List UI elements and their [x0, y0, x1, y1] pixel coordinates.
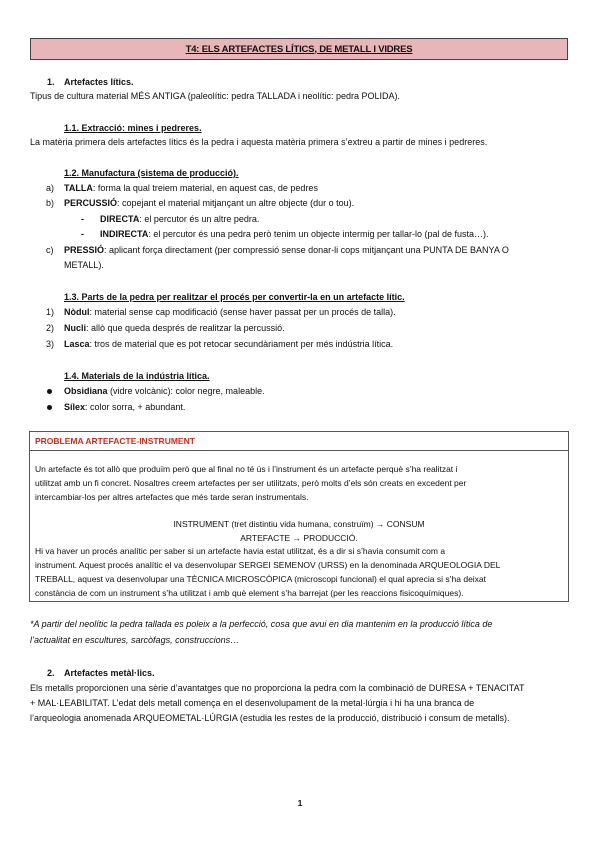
- list-item-percussio: [64, 197, 354, 209]
- term-directa: DIRECTA: [100, 214, 140, 224]
- definition-indirecta: : el percutor és una pedra però tenim un objecte intermig per tallar-lo (pal de fusta…).: [148, 229, 489, 239]
- term-nodul: Nòdul: [64, 307, 90, 317]
- term-percussio: PERCUSSIÓ: [64, 198, 118, 208]
- dash-directa: -: [81, 214, 84, 224]
- section-1-text: Tipus de cultura material MÉS ANTIGA (paleolític: pedra TALLADA i neolític: pedra POLIDA).: [30, 91, 400, 101]
- list-item-silex: [64, 401, 185, 413]
- title-banner: [30, 38, 568, 60]
- list-item-obsidiana: [64, 385, 265, 397]
- problem-header: PROBLEMA ARTEFACTE-INSTRUMENT: [35, 436, 195, 446]
- definition-talla: : forma la qual treiem material, en aquest cas, de pedres: [92, 183, 318, 193]
- term-lasca: Lasca: [64, 339, 90, 349]
- section-2-line-3: l’arqueologia anomenada ARQUEOMETAL·LÚRGIA (estudia les restes de la producció, distribució i consum de metalls).: [30, 713, 510, 723]
- list-item-indirecta: [100, 228, 489, 240]
- definition-directa: : el percutor és un altre pedra.: [139, 214, 260, 224]
- definition-silex: : color sorra, + abundant.: [85, 402, 186, 412]
- definition-lasca: : tros de material que es pot retocar secundàriament per més indústria lítica.: [89, 339, 394, 349]
- section-2-line-1: Els metalls proporcionen una sèrie d’avantatges que no proporciona la pedra com la combinació de DURESA + TENACITAT: [30, 683, 525, 693]
- list-marker-2: 2): [46, 323, 55, 333]
- list-item-lasca: [64, 338, 393, 350]
- problem-formula-1: INSTRUMENT (tret distintiu vida humana, construïm) → CONSUM: [173, 519, 425, 529]
- problem-header-row: [30, 432, 568, 451]
- list-item-talla: [64, 182, 318, 194]
- section-2-line-2: + MAL·LEABILITAT. L’edat dels metall comença en el desenvolupament de la metal·lúrgia i hi ha una branca de: [30, 698, 475, 708]
- section-2-heading: Artefactes metàl·lics.: [64, 668, 155, 678]
- problem-line-5: instrument. Aquest procés analític el va desenvolupar SERGEI SEMENOV (URSS) en la denominada ARQUEOLOGIA DEL: [35, 560, 501, 570]
- list-item-pressio: [64, 244, 509, 256]
- problem-line-3: intercambiar-los per altres artefactes que més tarde seran instrumentals.: [35, 492, 309, 502]
- problem-line-6: TREBALL, aquest va desenvolupar una TÈCNICA MICROSCÒPICA (microscopi funcional) el qual aprecia si s’ha deixat: [35, 574, 487, 584]
- page-number: 1: [297, 798, 303, 808]
- list-marker-b: b): [46, 198, 55, 208]
- problem-line-1: Un artefacte és tot allò que produïm però que al final no té ús i l’instrument és un artefacte perquè s’ha realitzat i: [35, 464, 458, 474]
- bullet-silex: [47, 405, 52, 410]
- list-marker-a: a): [46, 183, 55, 193]
- section-1-number: 1.: [47, 77, 55, 87]
- section-1-2-heading: 1.2. Manufactura (sistema de producció).: [64, 168, 239, 178]
- section-1-heading: Artefactes lítics.: [64, 77, 134, 87]
- term-silex: Sílex: [64, 402, 86, 412]
- definition-nucli: : allò que queda després de realitzar la percussió.: [86, 323, 285, 333]
- section-1-4-heading: 1.4. Materials de la indústria lítica.: [64, 371, 210, 381]
- section-2-number: 2.: [47, 668, 55, 678]
- list-marker-1: 1): [46, 307, 55, 317]
- problem-line-2: utilitzat amb un fi concret. Nosaltres creem artefactes per ser utilitzats, però molts d’els són creats en excedent per: [35, 478, 467, 488]
- definition-percussio: : copejant el material mitjançant un altre objecte (dur o tou).: [117, 198, 355, 208]
- problem-line-4: Hi va haver un procés analític per saber si un artefacte havia estat utilitzat, és a dir si s’havia consumit com a: [35, 546, 446, 556]
- definition-nodul: : material sense cap modificació (sense haver passat per un procés de talla).: [89, 307, 396, 317]
- problem-formula-2: ARTEFACTE → PRODUCCIÓ.: [240, 533, 358, 543]
- note-line-1: *A partir del neolític la pedra tallada es poleix a la perfecció, cosa que avui en dia mantenim en la producció lítica de: [30, 619, 493, 629]
- list-item-nucli: [64, 322, 285, 334]
- list-marker-c: c): [46, 245, 54, 255]
- note-line-2: l’actualitat en escultures, sarcòfags, construccions…: [30, 635, 240, 645]
- term-obsidiana: Obsidiana: [64, 386, 108, 396]
- definition-pressio-cont: METALL).: [64, 260, 104, 270]
- term-talla: TALLA: [64, 183, 93, 193]
- dash-indirecta: -: [81, 229, 84, 239]
- problem-box: [29, 431, 569, 602]
- section-1-3-heading: 1.3. Parts de la pedra per realitzar el procés per convertir-la en un artefacte lític.: [64, 292, 405, 302]
- term-nucli: Nucli: [64, 323, 87, 333]
- term-pressio: PRESSIÓ: [64, 245, 105, 255]
- list-marker-3: 3): [46, 339, 55, 349]
- term-indirecta: INDIRECTA: [100, 229, 149, 239]
- list-item-nodul: [64, 306, 396, 318]
- list-item-directa: [100, 213, 259, 225]
- definition-obsidiana: (vidre volcànic): color negre, maleable.: [107, 386, 265, 396]
- page-title: T4: ELS ARTEFACTES LÍTICS, DE METALL I VIDRES: [185, 43, 413, 55]
- bullet-obsidiana: [47, 389, 52, 394]
- section-1-1-heading: 1.1. Extracció: mines i pedreres.: [64, 123, 202, 133]
- section-1-1-text: La matèria primera dels artefactes lítics és la pedra i aquesta matèria primera s’extreu a partir de mines i pedreres.: [30, 137, 488, 147]
- definition-pressio: : aplicant força directament (per compressió sense donar-li cops mitjançant una PUNTA DE BANYA O: [104, 245, 509, 255]
- problem-line-7: constància de com un instrument s’ha utilitzat i amb què element s’ha barrejat (per les reaccions fisicoquímiques).: [35, 588, 464, 598]
